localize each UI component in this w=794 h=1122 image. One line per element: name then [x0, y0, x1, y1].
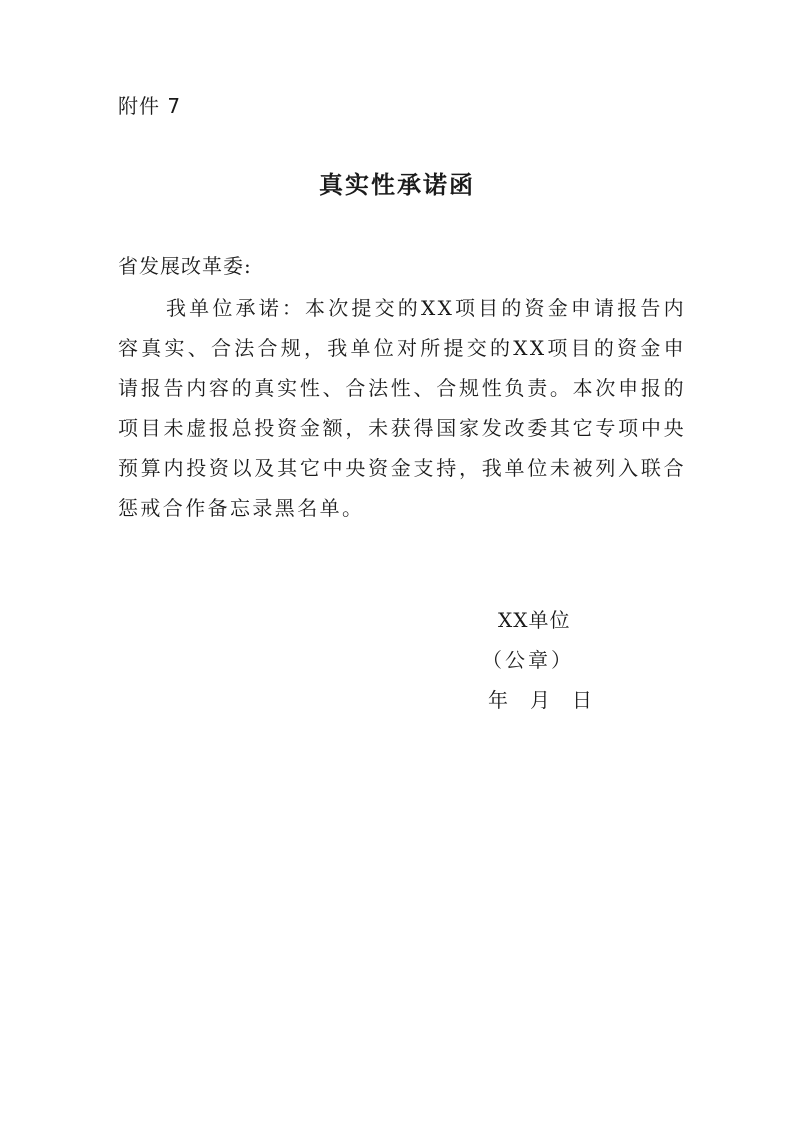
date-line	[478, 686, 678, 726]
signature-block	[478, 606, 678, 726]
addressee: 省发展改革委:	[118, 254, 252, 278]
attachment-label: 附件 7	[118, 94, 182, 118]
date-month: 月	[530, 688, 550, 712]
signing-unit: XX单位	[498, 608, 571, 632]
date-year: 年	[488, 688, 508, 712]
date-day: 日	[572, 688, 592, 712]
official-seal-label: （公章）	[482, 648, 574, 672]
document-title: 真实性承诺函	[319, 170, 475, 199]
commitment-paragraph: 我单位承诺：本次提交的XX项目的资金申请报告内容真实、合法合规，我单位对所提交的XX项目的资金申请报告内容的真实性、合法性、合规性负责。本次申报的项目未虚报总投资金额，未获得国家发改委其它专项中央预算内投资以及其它中央资金支持，我单位未被列入联合惩戒合作备忘录黑名单。	[118, 296, 686, 520]
